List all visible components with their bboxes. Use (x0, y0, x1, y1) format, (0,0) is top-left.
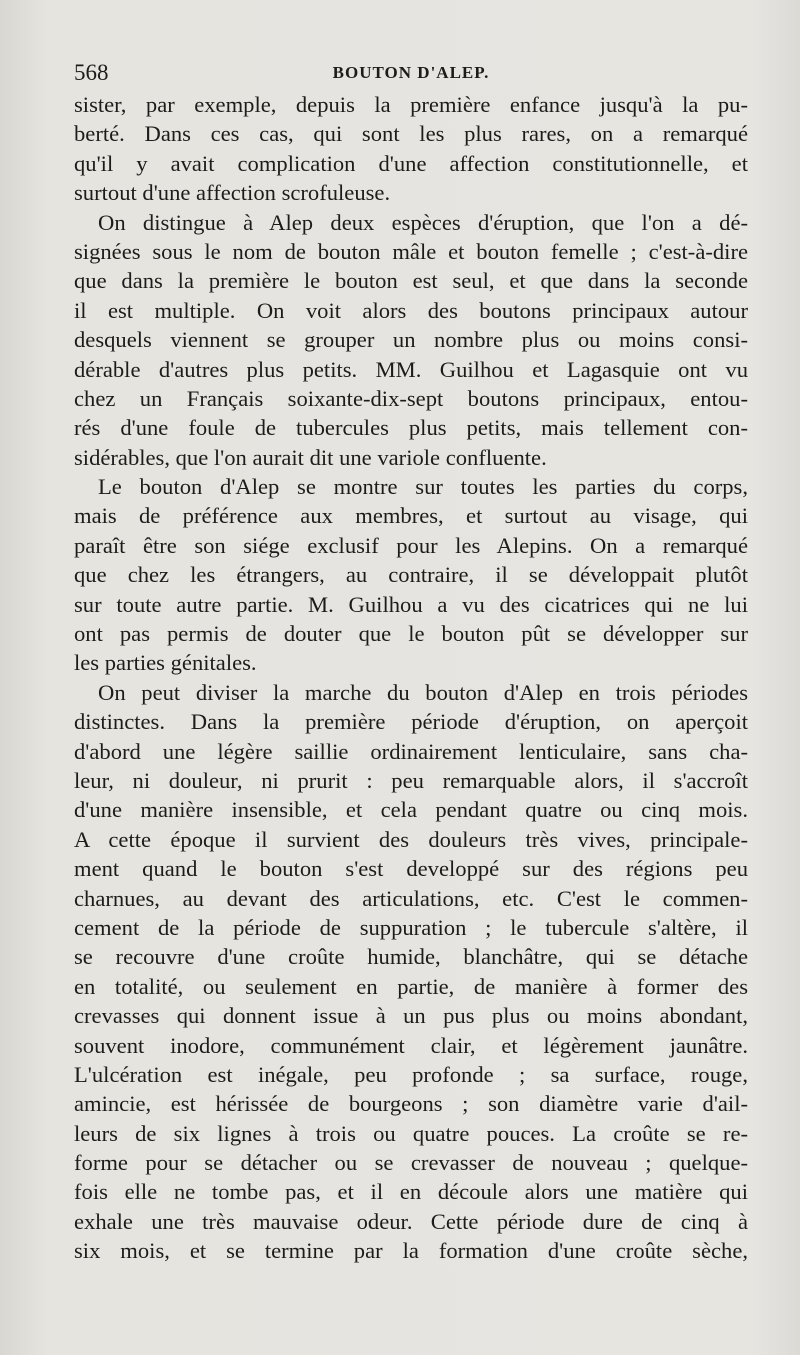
text-line: se recouvre d'une croûte humide, blanchâtre, qui se détache (74, 944, 748, 970)
text-line: Le bouton d'Alep se montre sur toutes les parties du corps, (98, 474, 748, 500)
text-line: berté. Dans ces cas, qui sont les plus rares, on a remarqué (74, 121, 748, 147)
text-line: leurs de six lignes à trois ou quatre pouces. La croûte se re- (74, 1120, 748, 1146)
page-header (74, 56, 748, 90)
text-line: A cette époque il survient des douleurs très vives, principale- (74, 826, 748, 852)
text-line: que chez les étrangers, au contraire, il se développait plutôt (74, 562, 748, 588)
text-line: exhale une très mauvaise odeur. Cette période dure de cinq à (74, 1208, 748, 1234)
text-line: d'abord une légère saillie ordinairement lenticulaire, sans cha- (74, 738, 748, 764)
text-line: forme pour se détacher ou se crevasser de nouveau ; quelque- (74, 1150, 748, 1176)
text-line: qu'il y avait complication d'une affection constitutionnelle, et (74, 150, 748, 176)
text-line: sister, par exemple, depuis la première enfance jusqu'à la pu- (74, 92, 748, 117)
text-line: que dans la première le bouton est seul, et que dans la seconde (74, 268, 748, 294)
text-line: fois elle ne tombe pas, et il en découle alors une matière qui (74, 1179, 748, 1205)
text-line: ment quand le bouton s'est developpé sur des régions peu (74, 856, 748, 882)
page-number: 568 (74, 60, 109, 85)
text-line: On peut diviser la marche du bouton d'Alep en trois périodes (98, 679, 748, 705)
text-line: charnues, au devant des articulations, etc. C'est le commen- (74, 885, 748, 911)
text-line: desquels viennent se grouper un nombre plus ou moins consi- (74, 327, 748, 353)
text-line: dérable d'autres plus petits. MM. Guilhou et Lagasquie ont vu (74, 356, 748, 382)
text-line: d'une manière insensible, et cela pendant quatre ou cinq mois. (74, 797, 748, 823)
text-line: signées sous le nom de bouton mâle et bouton femelle ; c'est-à-dire (74, 238, 748, 264)
text-line: chez un Français soixante-dix-sept boutons principaux, entou- (74, 385, 748, 411)
text-line: il est multiple. On voit alors des boutons principaux autour (74, 297, 748, 323)
running-head: BOUTON D'ALEP. (332, 63, 490, 82)
text-line: surtout d'une affection scrofuleuse. (74, 180, 391, 206)
text-line: sur toute autre partie. M. Guilhou a vu des cicatrices qui ne lui (74, 591, 748, 617)
text-line: sidérables, que l'on aurait dit une variole confluente. (74, 444, 547, 470)
text-line: les parties génitales. (74, 650, 257, 676)
body-text (74, 90, 748, 1266)
text-line: rés d'une foule de tubercules plus petits, mais tellement con- (74, 415, 748, 441)
text-line: cement de la période de suppuration ; le tubercule s'altère, il (74, 914, 748, 940)
text-line: six mois, et se termine par la formation d'une croûte sèche, (74, 1238, 748, 1264)
text-line: distinctes. Dans la première période d'éruption, on aperçoit (74, 709, 748, 735)
text-line: ont pas permis de douter que le bouton pût se développer sur (74, 621, 748, 647)
text-line: paraît être son siége exclusif pour les Alepins. On a remarqué (74, 532, 748, 558)
text-line: On distingue à Alep deux espèces d'éruption, que l'on a dé- (98, 209, 748, 235)
text-line: souvent inodore, communément clair, et légèrement jaunâtre. (74, 1032, 748, 1058)
text-line: crevasses qui donnent issue à un pus plus ou moins abondant, (74, 1003, 748, 1029)
text-line: L'ulcération est inégale, peu profonde ; sa surface, rouge, (74, 1061, 748, 1087)
text-line: mais de préférence aux membres, et surtout au visage, qui (74, 503, 748, 529)
text-line: en totalité, ou seulement en partie, de manière à former des (74, 973, 748, 999)
text-line: amincie, est hérissée de bourgeons ; son diamètre varie d'ail- (74, 1091, 748, 1117)
text-line: leur, ni douleur, ni prurit : peu remarquable alors, il s'accroît (74, 767, 748, 793)
